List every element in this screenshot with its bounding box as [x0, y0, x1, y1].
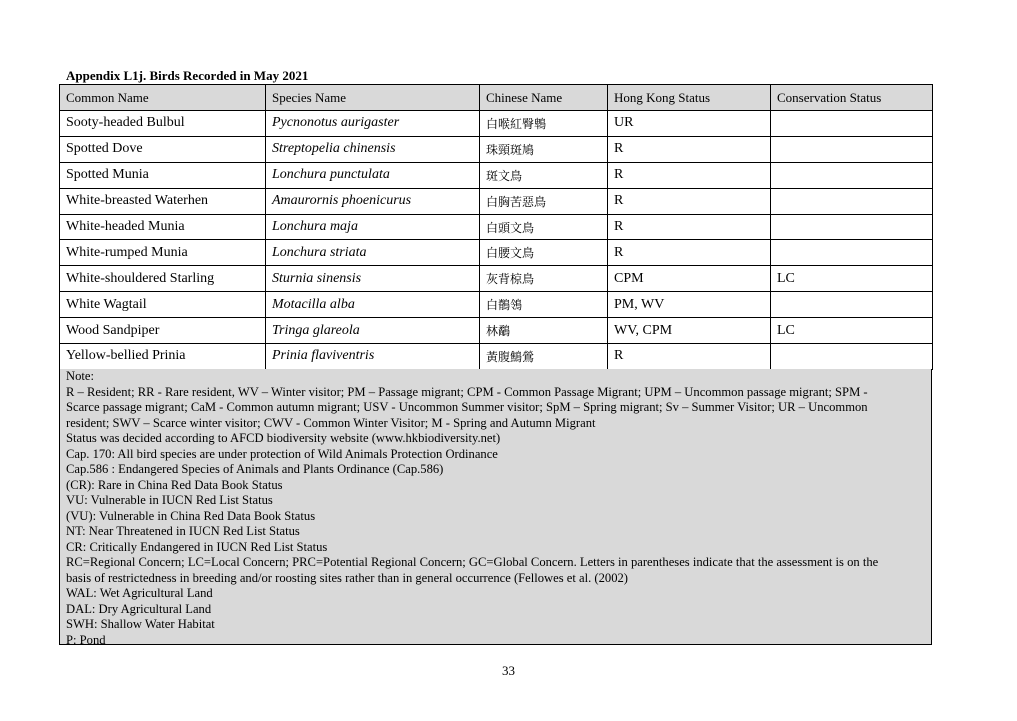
- table-row: [60, 162, 933, 188]
- cell-chinese-name: 白鶺鴒: [480, 292, 608, 318]
- table-row: [60, 318, 933, 344]
- cell-conservation-status: [771, 136, 933, 162]
- cell-chinese-name: 白頭文鳥: [480, 214, 608, 240]
- cell-chinese-name: 林鷸: [480, 318, 608, 344]
- table-header-row: [60, 85, 933, 111]
- table-row: [60, 188, 933, 214]
- table-caption: Appendix L1j. Birds Recorded in May 2021: [66, 68, 309, 83]
- note-line: VU: Vulnerable in IUCN Red List Status: [66, 493, 273, 507]
- table-row: [60, 266, 933, 292]
- cell-hong-kong-status: R: [608, 162, 771, 188]
- page-number: 33: [502, 663, 515, 678]
- cell-hong-kong-status: R: [608, 214, 771, 240]
- table-row: [60, 344, 933, 370]
- table-row: [60, 214, 933, 240]
- note-line: NT: Near Threatened in IUCN Red List Status: [66, 524, 300, 538]
- cell-hong-kong-status: R: [608, 136, 771, 162]
- note-line: R – Resident; RR - Rare resident, WV – Winter visitor; PM – Passage migrant; CPM - Common Passage Migrant; UPM – Uncommon passage migrant; SPM -: [66, 384, 868, 399]
- cell-species-name: Motacilla alba: [266, 292, 480, 318]
- cell-species-name: Tringa glareola: [266, 318, 480, 344]
- header-conservation-status: Conservation Status: [771, 85, 933, 111]
- note-line: P: Pond: [66, 632, 106, 645]
- note-line: WAL: Wet Agricultural Land: [66, 586, 213, 600]
- cell-common-name: White Wagtail: [60, 292, 266, 318]
- cell-common-name: White-headed Munia: [60, 214, 266, 240]
- note-line: DAL: Dry Agricultural Land: [66, 601, 212, 616]
- cell-species-name: Lonchura punctulata: [266, 162, 480, 188]
- cell-chinese-name: 灰背椋鳥: [480, 266, 608, 292]
- cell-hong-kong-status: PM, WV: [608, 292, 771, 318]
- header-species-name: Species Name: [266, 85, 480, 111]
- cell-chinese-name: 白胸苦惡鳥: [480, 188, 608, 214]
- cell-conservation-status: LC: [771, 266, 933, 292]
- cell-common-name: Sooty-headed Bulbul: [60, 111, 266, 137]
- note-line: (CR): Rare in China Red Data Book Status: [66, 477, 283, 492]
- cell-conservation-status: [771, 344, 933, 370]
- cell-common-name: Spotted Dove: [60, 136, 266, 162]
- cell-conservation-status: [771, 292, 933, 318]
- note-line: Cap. 170: All bird species are under protection of Wild Animals Protection Ordinance: [66, 446, 498, 461]
- note-line: Status was decided according to AFCD biodiversity website (www.hkbiodiversity.net): [66, 431, 501, 445]
- cell-conservation-status: [771, 214, 933, 240]
- cell-species-name: Amaurornis phoenicurus: [266, 188, 480, 214]
- note-line: (VU): Vulnerable in China Red Data Book Status: [66, 508, 316, 523]
- table-row: [60, 111, 933, 137]
- cell-hong-kong-status: R: [608, 344, 771, 370]
- cell-hong-kong-status: CPM: [608, 266, 771, 292]
- cell-species-name: Streptopelia chinensis: [266, 136, 480, 162]
- notes-box: [59, 369, 932, 645]
- header-hong-kong-status: Hong Kong Status: [608, 85, 771, 111]
- note-line: CR: Critically Endangered in IUCN Red List Status: [66, 539, 328, 554]
- header-common-name: Common Name: [60, 85, 266, 111]
- note-line: Scarce passage migrant; CaM - Common autumn migrant; USV - Uncommon Summer visitor; SpM – Spring migrant; Sv – Summer Visitor; UR – Uncommon: [66, 400, 868, 414]
- note-line: SWH: Shallow Water Habitat: [66, 617, 215, 631]
- cell-hong-kong-status: R: [608, 240, 771, 266]
- cell-conservation-status: [771, 111, 933, 137]
- note-line: Cap.586 : Endangered Species of Animals and Plants Ordinance (Cap.586): [66, 462, 444, 476]
- cell-common-name: White-shouldered Starling: [60, 266, 266, 292]
- note-line: resident; SWV – Scarce winter visitor; CWV - Common Winter Visitor; M - Spring and Autumn Migrant: [66, 415, 596, 430]
- cell-common-name: White-breasted Waterhen: [60, 188, 266, 214]
- table-row: [60, 292, 933, 318]
- cell-conservation-status: [771, 162, 933, 188]
- table-row: [60, 240, 933, 266]
- cell-hong-kong-status: UR: [608, 111, 771, 137]
- note-line: basis of restrictedness in breeding and/or roosting sites rather than in general occurrence (Fellowes et al. (2002): [66, 570, 628, 585]
- cell-hong-kong-status: WV, CPM: [608, 318, 771, 344]
- cell-species-name: Lonchura striata: [266, 240, 480, 266]
- cell-chinese-name: 珠頸斑鳩: [480, 136, 608, 162]
- cell-common-name: Yellow-bellied Prinia: [60, 344, 266, 370]
- cell-chinese-name: 黃腹鷦鶯: [480, 344, 608, 370]
- cell-species-name: Sturnia sinensis: [266, 266, 480, 292]
- cell-common-name: Spotted Munia: [60, 162, 266, 188]
- header-chinese-name: Chinese Name: [480, 85, 608, 111]
- note-line: RC=Regional Concern; LC=Local Concern; PRC=Potential Regional Concern; GC=Global Concern. Letters in parentheses indicate that the assessment is on the: [66, 555, 879, 569]
- cell-conservation-status: [771, 240, 933, 266]
- cell-conservation-status: [771, 188, 933, 214]
- cell-species-name: Pycnonotus aurigaster: [266, 111, 480, 137]
- note-heading: Note:: [66, 369, 94, 383]
- cell-species-name: Prinia flaviventris: [266, 344, 480, 370]
- cell-common-name: Wood Sandpiper: [60, 318, 266, 344]
- table-row: [60, 136, 933, 162]
- cell-common-name: White-rumped Munia: [60, 240, 266, 266]
- birds-table: [59, 84, 933, 370]
- cell-species-name: Lonchura maja: [266, 214, 480, 240]
- cell-chinese-name: 斑文鳥: [480, 162, 608, 188]
- cell-chinese-name: 白喉紅臀鵯: [480, 111, 608, 137]
- cell-conservation-status: LC: [771, 318, 933, 344]
- cell-chinese-name: 白腰文鳥: [480, 240, 608, 266]
- cell-hong-kong-status: R: [608, 188, 771, 214]
